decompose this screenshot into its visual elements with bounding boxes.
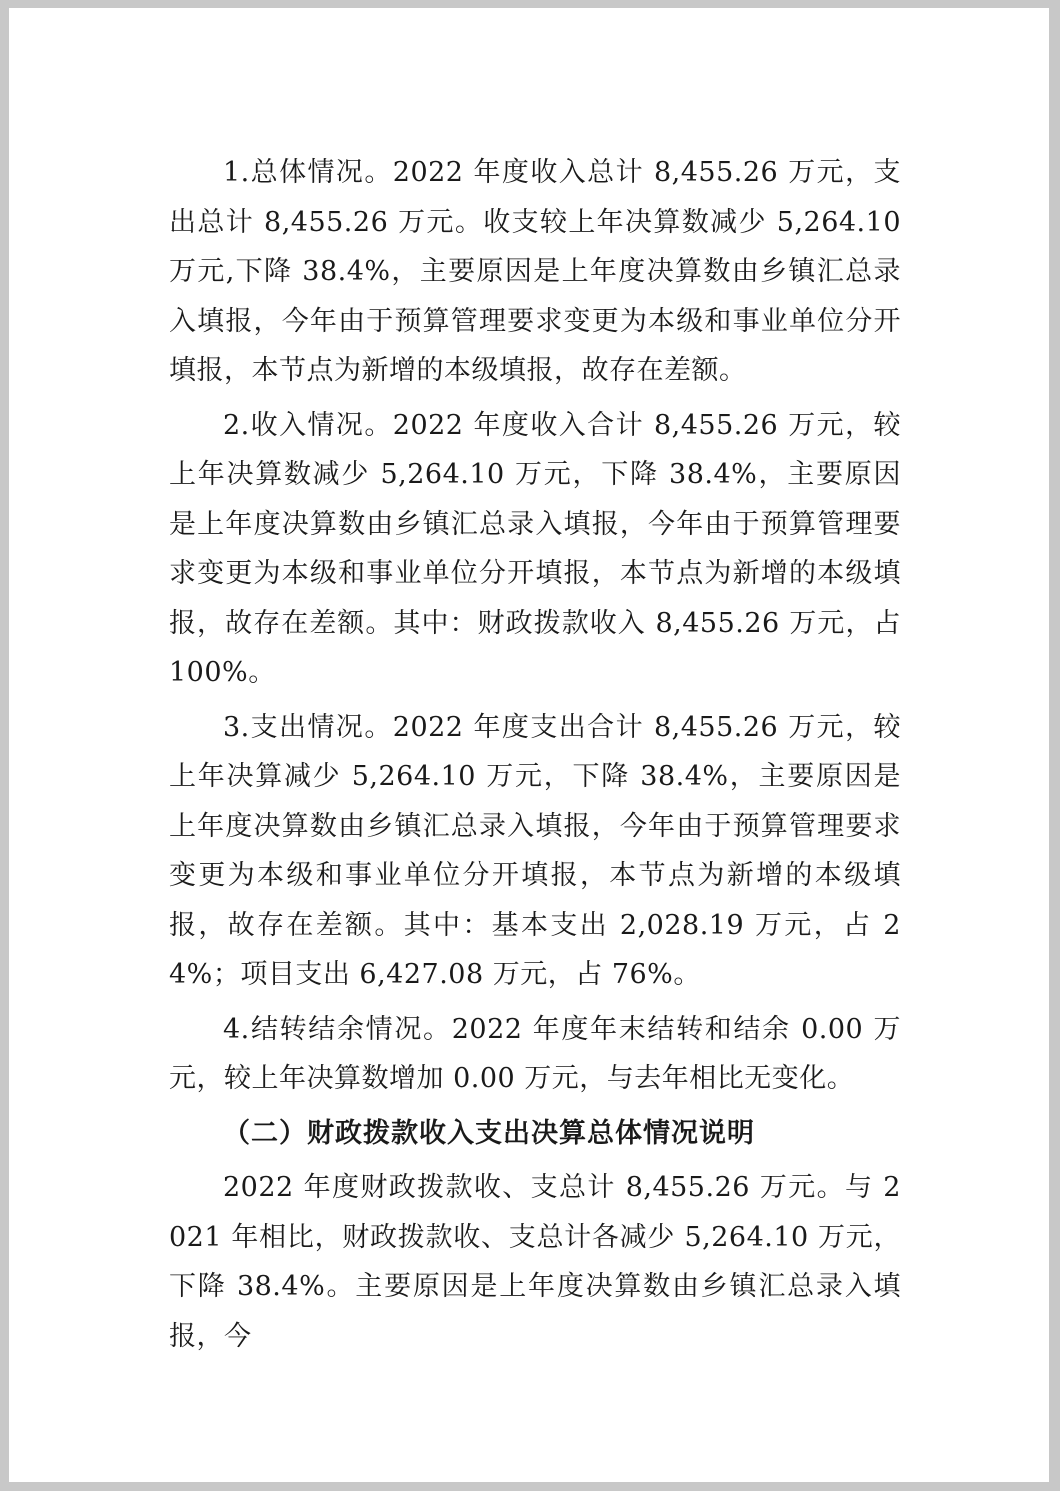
section-heading: （二）财政拨款收入支出决算总体情况说明 [223,1117,755,1149]
paragraph-carryover: 4.结转结余情况。2022 年度年末结转和结余 0.00 万元，较上年决算数增加 0.00 万元，与去年相比无变化。 [169,1013,901,1094]
document-page [9,8,1049,1482]
paragraph-fiscal-summary: 2022 年度财政拨款收、支总计 8,455.26 万元。与 2021 年相比，财政拨款收、支总计各减少 5,264.10 万元，下降 38.4%。主要原因是上年度决算数由乡镇汇总录入填报，今 [169,1172,901,1352]
paragraph-expenditure: 3.支出情况。2022 年度支出合计 8,455.26 万元，较上年决算减少 5,264.10 万元，下降 38.4%，主要原因是上年度决算数由乡镇汇总录入填报，今年由于预算管理要求变更为本级和事业单位分开填报，本节点为新增的本级填报，故存在差额。其中：基本支出 2,028.19 万元，占 24%；项目支出 6,427.08 万元，占 76%。 [169,711,901,990]
paragraph-income: 2.收入情况。2022 年度收入合计 8,455.26 万元，较上年决算数减少 5,264.10 万元，下降 38.4%，主要原因是上年度决算数由乡镇汇总录入填报，今年由于预算管理要求变更为本级和事业单位分开填报，本节点为新增的本级填报，故存在差额。其中：财政拨款收入 8,455.26 万元，占 100%。 [169,409,901,688]
document-body [169,148,901,1366]
paragraph-overall: 1.总体情况。2022 年度收入总计 8,455.26 万元，支出总计 8,455.26 万元。收支较上年决算数减少 5,264.10 万元,下降 38.4%，主要原因是上年度决算数由乡镇汇总录入填报，今年由于预算管理要求变更为本级和事业单位分开填报，本节点为新增的本级填报，故存在差额。 [169,157,901,386]
